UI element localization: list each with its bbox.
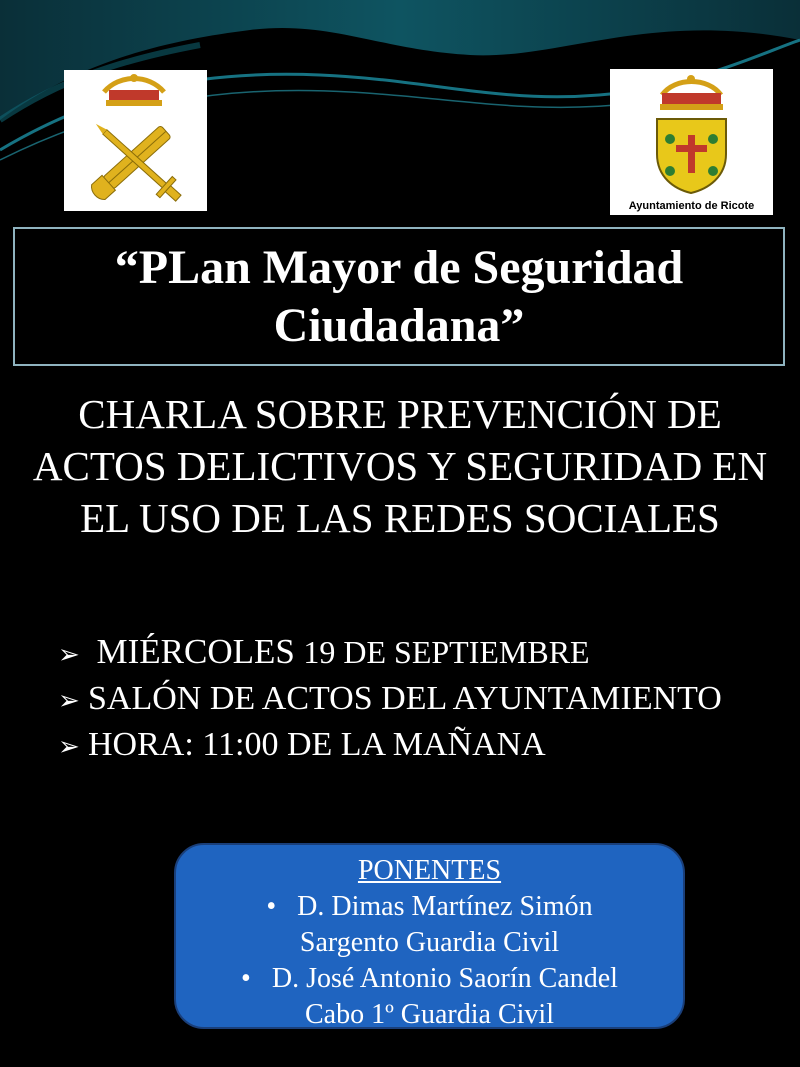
guardia-civil-emblem-icon <box>64 70 207 211</box>
ayuntamiento-ricote-logo <box>610 69 773 215</box>
event-venue: SALÓN DE ACTOS DEL AYUNTAMIENTO <box>88 680 722 717</box>
event-details <box>58 630 798 769</box>
ricote-coat-of-arms-icon <box>610 69 773 197</box>
detail-time <box>58 723 798 769</box>
logo-caption: Ayuntamiento de Ricote <box>628 200 755 212</box>
speaker-name: • D. José Antonio Saorín Candel <box>176 961 683 997</box>
subtitle-line-3: EL USO DE LAS REDES SOCIALES <box>80 495 720 541</box>
title-line-1: “PLan Mayor de Seguridad <box>114 240 684 294</box>
page-title <box>115 239 684 355</box>
speaker-role: Cabo 1º Guardia Civil <box>305 999 554 1030</box>
speaker-role: Sargento Guardia Civil <box>299 927 560 958</box>
event-day: MIÉRCOLES <box>96 632 295 671</box>
arrow-bullet-icon: ➢ <box>58 686 80 716</box>
speaker-name: • D. Dimas Martínez Simón <box>176 889 683 925</box>
title-line-2: Ciudadana” <box>273 298 525 352</box>
event-date: 19 DE SEPTIEMBRE <box>303 634 590 670</box>
talk-description <box>20 388 780 544</box>
detail-date <box>58 630 798 677</box>
title-box <box>13 227 785 366</box>
speakers-panel <box>174 843 685 1029</box>
detail-venue <box>58 677 798 723</box>
subtitle-line-2: ACTOS DELICTIVOS Y SEGURIDAD EN <box>32 443 768 489</box>
arrow-bullet-icon: ➢ <box>58 732 80 762</box>
event-time: HORA: 11:00 DE LA MAÑANA <box>88 726 546 763</box>
arrow-bullet-icon: ➢ <box>58 640 80 670</box>
speakers-heading: PONENTES <box>357 855 502 886</box>
guardia-civil-logo <box>64 70 207 211</box>
subtitle-line-1: CHARLA SOBRE PREVENCIÓN DE <box>78 391 722 437</box>
